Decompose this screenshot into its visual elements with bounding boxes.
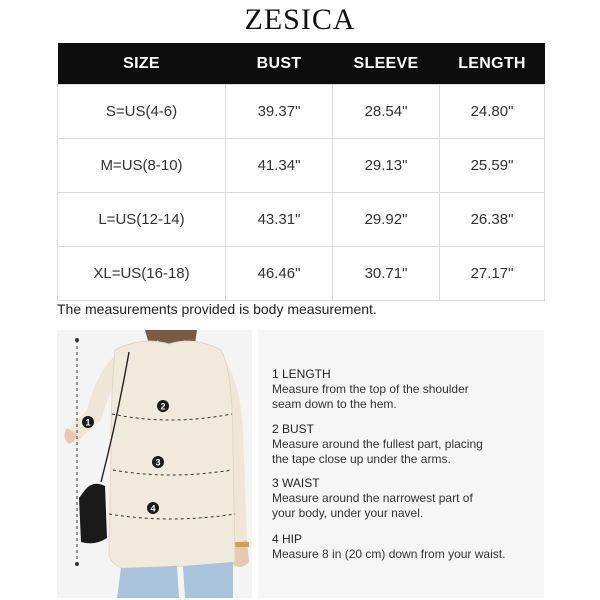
cell-length: 27.17" xyxy=(440,247,545,301)
guide-waist-line: your body, under your navel. xyxy=(272,506,424,520)
cell-size: S=US(4-6) xyxy=(58,85,226,139)
guide-hip-line: Measure 8 in (20 cm) down from your waist. xyxy=(272,547,506,561)
cell-sleeve: 29.13" xyxy=(333,139,440,193)
table-row xyxy=(58,193,545,247)
guide-length xyxy=(272,367,532,412)
guide-length-line: Measure from the top of the shoulder xyxy=(272,382,469,396)
cell-length: 24.80" xyxy=(440,85,545,139)
guide-waist xyxy=(272,476,532,521)
header-length: LENGTH xyxy=(440,43,545,85)
table-row xyxy=(58,85,545,139)
measurement-guide xyxy=(258,330,544,598)
guide-hip xyxy=(272,532,532,562)
cell-bust: 43.31" xyxy=(226,193,333,247)
measurement-note: The measurements provided is body measurement. xyxy=(57,301,377,317)
table-header-row xyxy=(58,43,545,85)
cell-length: 26.38" xyxy=(440,193,545,247)
jeans xyxy=(117,566,179,598)
handbag xyxy=(79,484,107,544)
marker-2-label: 2 xyxy=(160,401,166,412)
brand-logo: ZESICA xyxy=(244,3,356,36)
cell-size: M=US(8-10) xyxy=(58,139,226,193)
guide-bust-line: Measure around the fullest part, placing xyxy=(272,437,483,451)
header-size: SIZE xyxy=(58,43,226,85)
cell-sleeve: 28.54" xyxy=(333,85,440,139)
cell-sleeve: 29.92" xyxy=(333,193,440,247)
cell-size: XL=US(16-18) xyxy=(58,247,226,301)
sweater xyxy=(109,341,235,570)
cell-length: 25.59" xyxy=(440,139,545,193)
guide-waist-line: Measure around the narrowest part of xyxy=(272,491,473,505)
cell-bust: 41.34" xyxy=(226,139,333,193)
cell-bust: 39.37" xyxy=(226,85,333,139)
header-bust: BUST xyxy=(226,43,333,85)
size-chart-table xyxy=(57,43,545,301)
cell-size: L=US(12-14) xyxy=(58,193,226,247)
guide-bust-title: 2 BUST xyxy=(272,422,315,436)
model-illustration xyxy=(57,330,252,598)
table-row xyxy=(58,139,545,193)
marker-4-label: 4 xyxy=(150,503,156,514)
cell-sleeve: 30.71" xyxy=(333,247,440,301)
model-measurement-figure xyxy=(57,330,252,598)
guide-hip-title: 4 HIP xyxy=(272,532,303,546)
cell-bust: 46.46" xyxy=(226,247,333,301)
marker-3-label: 3 xyxy=(155,457,161,468)
guide-length-line: seam down to the hem. xyxy=(272,397,397,411)
guide-length-title: 1 LENGTH xyxy=(272,367,331,381)
guide-waist-title: 3 WAIST xyxy=(272,476,320,490)
guide-bust xyxy=(272,422,532,467)
header-sleeve: SLEEVE xyxy=(333,43,440,85)
guide-bust-line: the tape close up under the arms. xyxy=(272,452,451,466)
marker-1-label: 1 xyxy=(85,417,91,428)
table-row xyxy=(58,247,545,301)
